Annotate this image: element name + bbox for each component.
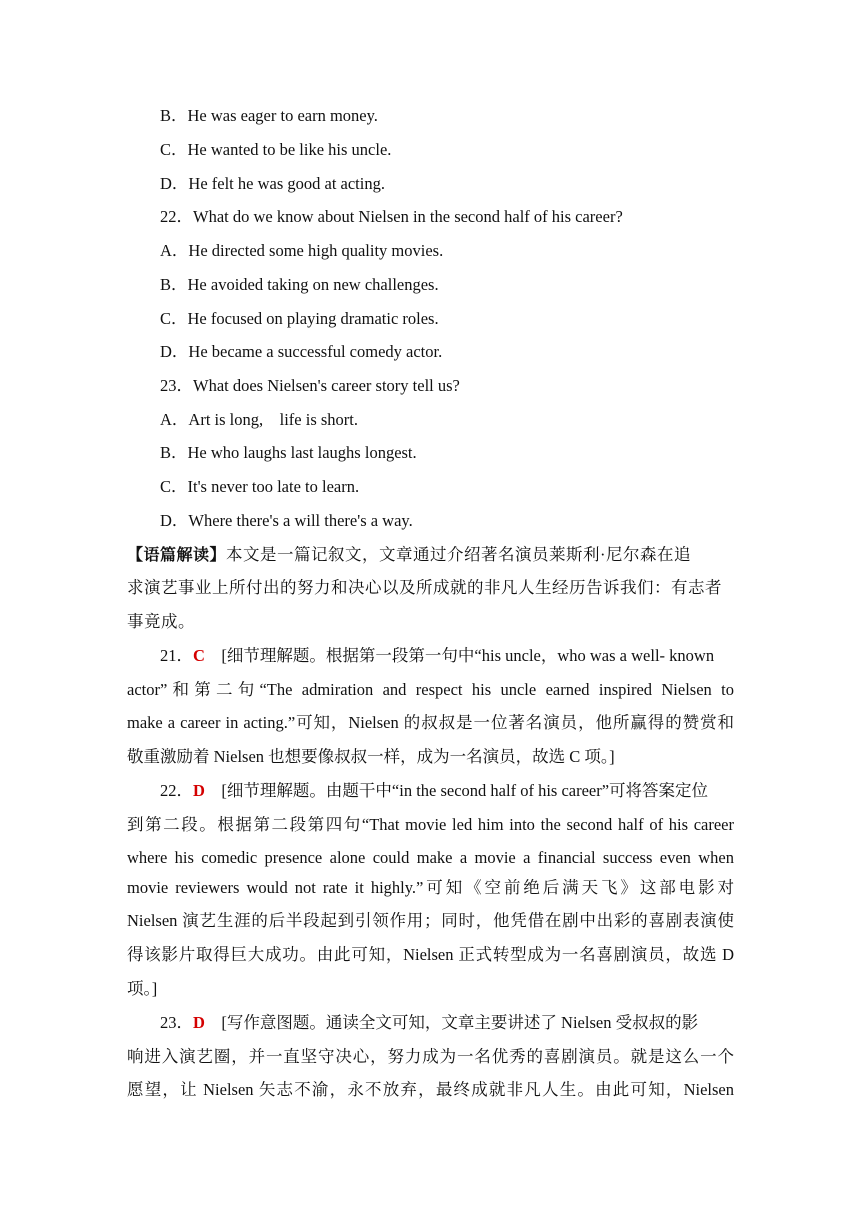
e23-text: [写作意图题。通读全文可知，文章主要讲述了 Nielsen 受叔叔的影 [204,1013,699,1032]
e22-answer: D [193,781,205,800]
q23-option-a: A．Art is long, life is short. [160,410,358,429]
e21-number: 21． [160,646,193,665]
q22-option-b: B．He avoided taking on new challenges. [160,275,439,294]
e23-line-2: 响进入演艺圈，并一直坚守决心，努力成为一名优秀的喜剧演员。就是这么一个 [127,1047,734,1066]
analysis-line-1 [127,545,734,565]
e22-line-4: movie reviewers would not rate it highly.”可知《空前绝后满天飞》这部电影对 [127,878,734,897]
q23-stem: 23．What does Nielsen's career story tell us? [160,376,460,395]
e21-answer: C [193,646,205,665]
q21-option-c: C．He wanted to be like his uncle. [160,140,392,159]
e21-first-line [160,646,714,666]
e21-line-2: actor”和第二句“The admiration and respect his uncle earned inspired Nielsen to [127,680,734,699]
e21-line-3: make a career in acting.”可知，Nielsen 的叔叔是一位著名演员，他所赢得的赞赏和 [127,713,734,732]
e21-line-4: 敬重激励着 Nielsen 也想要像叔叔一样，成为一名演员，故选 C 项。] [127,747,615,766]
q22-option-a: A．He directed some high quality movies. [160,241,444,260]
e22-number: 22． [160,781,193,800]
q21-option-b: B．He was eager to earn money. [160,106,378,125]
e22-text: [细节理解题。由题干中“in the second half of his career”可将答案定位 [204,781,709,800]
e22-first-line [160,781,708,801]
q23-option-c: C．It's never too late to learn. [160,477,360,496]
q23-option-d: D．Where there's a will there's a way. [160,511,413,530]
q21-option-d: D．He felt he was good at acting. [160,174,385,193]
q23-option-b: B．He who laughs last laughs longest. [160,443,417,462]
q22-stem: 22．What do we know about Nielsen in the second half of his career? [160,207,623,226]
e21-text: [细节理解题。根据第一段第一句中“his uncle，who was a well- known [204,646,715,665]
analysis-line-2: 求演艺事业上所付出的努力和决心以及所成就的非凡人生经历告诉我们：有志者 [127,578,722,597]
e23-first-line [160,1013,698,1033]
analysis-line-3: 事竟成。 [127,612,195,631]
e23-line-3: 愿望，让 Nielsen 矢志不渝，永不放弃，最终成就非凡人生。由此可知，Nielsen [127,1080,734,1099]
e23-answer: D [193,1013,205,1032]
analysis-text-1: 本文是一篇记叙文，文章通过介绍著名演员莱斯利·尼尔森在追 [226,545,692,564]
e22-line-3: where his comedic presence alone could make a movie a financial success even when [127,848,734,867]
analysis-heading: 【语篇解读】 [127,545,227,564]
e22-line-6: 得该影片取得巨大成功。由此可知，Nielsen 正式转型成为一名喜剧演员，故选 D [127,945,734,964]
e23-number: 23． [160,1013,193,1032]
e22-line-5: Nielsen 演艺生涯的后半段起到引领作用；同时，他凭借在剧中出彩的喜剧表演使 [127,911,734,930]
e22-line-2: 到第二段。根据第二段第四句“That movie led him into the second half of his career [127,815,734,834]
q22-option-d: D．He became a successful comedy actor. [160,342,443,361]
q22-option-c: C．He focused on playing dramatic roles. [160,309,439,328]
e22-line-7: 项。] [127,979,158,998]
